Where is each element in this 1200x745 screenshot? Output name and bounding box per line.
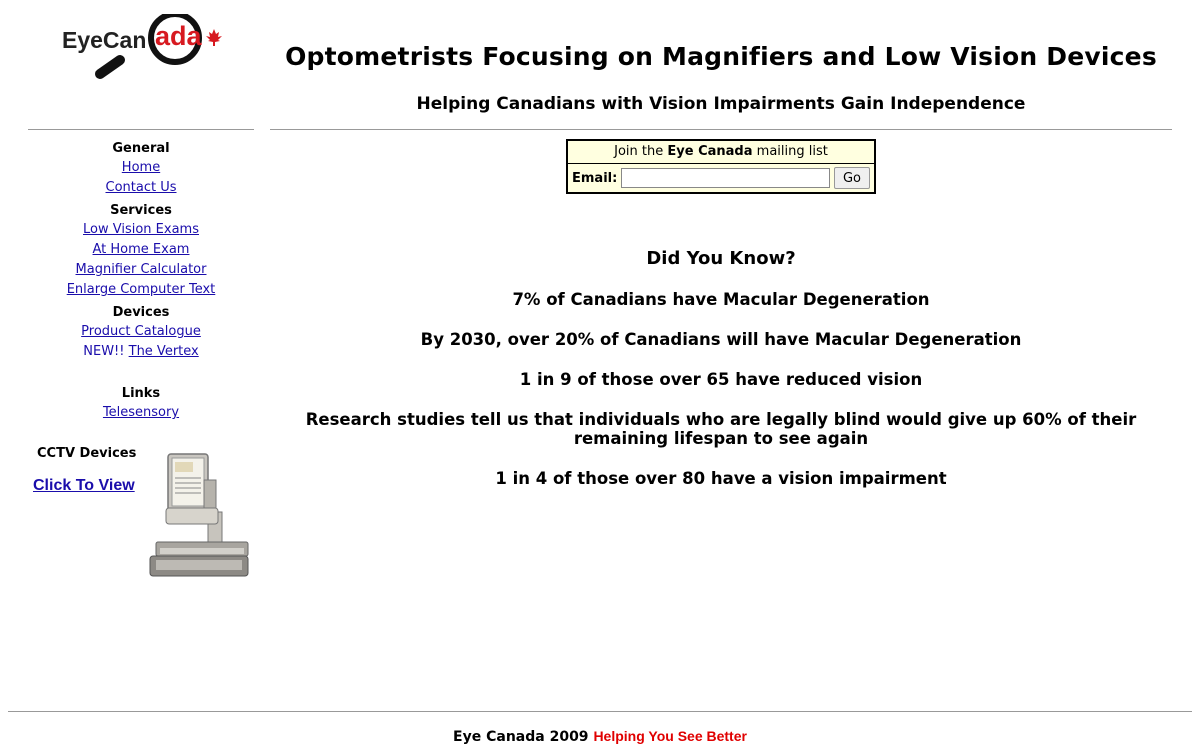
mailing-caption-prefix: Join the (614, 144, 664, 159)
nav-link-home[interactable]: Home (121, 160, 161, 175)
mailing-list-caption (568, 141, 874, 164)
fact-item: 1 in 9 of those over 65 have reduced vision (519, 370, 923, 389)
cctv-click-to-view-link[interactable]: Click To View (33, 477, 135, 494)
page-title: Optometrists Focusing on Magnifiers and Low Vision Devices (285, 42, 1157, 71)
footer-copyright: Eye Canada 2009 (453, 729, 589, 745)
cctv-device-icon[interactable] (146, 450, 252, 580)
nav-link-low-vision-exams[interactable]: Low Vision Exams (83, 222, 199, 237)
footer-slogan: Helping You See Better (593, 728, 747, 744)
mailing-list-box (566, 139, 876, 194)
nav-heading-general: General (112, 141, 170, 156)
sidebar-divider (28, 129, 254, 130)
email-label: Email: (572, 170, 618, 186)
mailing-caption-brand: Eye Canada (667, 144, 753, 159)
did-you-know-heading: Did You Know? (646, 248, 796, 269)
new-badge-text: NEW!! (83, 344, 125, 359)
cctv-heading: CCTV Devices (37, 446, 137, 461)
nav-link-product-catalogue[interactable]: Product Catalogue (81, 324, 201, 339)
maple-leaf-icon (206, 29, 222, 46)
magnifier-icon (58, 14, 228, 86)
sidebar (28, 140, 254, 423)
header-divider (270, 129, 1172, 130)
nav-heading-links: Links (121, 386, 161, 401)
nav-link-telesensory[interactable]: Telesensory (102, 405, 180, 420)
mailing-caption-suffix: mailing list (756, 144, 828, 159)
nav-link-the-vertex[interactable]: The Vertex (128, 344, 199, 359)
footer-divider (8, 711, 1192, 712)
nav-item-new-vertex (28, 342, 254, 362)
go-button[interactable]: Go (834, 167, 870, 189)
eye-canada-logo[interactable] (58, 14, 228, 86)
nav-heading-devices: Devices (112, 305, 170, 320)
nav-link-contact-us[interactable]: Contact Us (105, 180, 177, 195)
fact-item: Research studies tell us that individuals who are legally blind would give up 60% of their remaining lifespan to see again (305, 410, 1137, 448)
nav-link-enlarge-computer-text[interactable]: Enlarge Computer Text (66, 282, 216, 297)
nav-heading-services: Services (110, 203, 172, 218)
nav-link-at-home-exam[interactable]: At Home Exam (92, 242, 190, 257)
email-field[interactable] (621, 168, 830, 188)
nav-link-magnifier-calculator[interactable]: Magnifier Calculator (75, 262, 207, 277)
logo-text-eye: EyeCan (62, 27, 147, 53)
mailing-list-form (568, 164, 874, 189)
fact-item: By 2030, over 20% of Canadians will have Macular Degeneration (420, 330, 1022, 349)
footer (0, 728, 1200, 745)
logo-text-ada: ada (155, 21, 202, 51)
fact-item: 7% of Canadians have Macular Degeneration (512, 290, 930, 309)
page-subtitle: Helping Canadians with Vision Impairments Gain Independence (416, 94, 1026, 114)
fact-item: 1 in 4 of those over 80 have a vision impairment (495, 469, 947, 488)
did-you-know-section (270, 248, 1172, 509)
